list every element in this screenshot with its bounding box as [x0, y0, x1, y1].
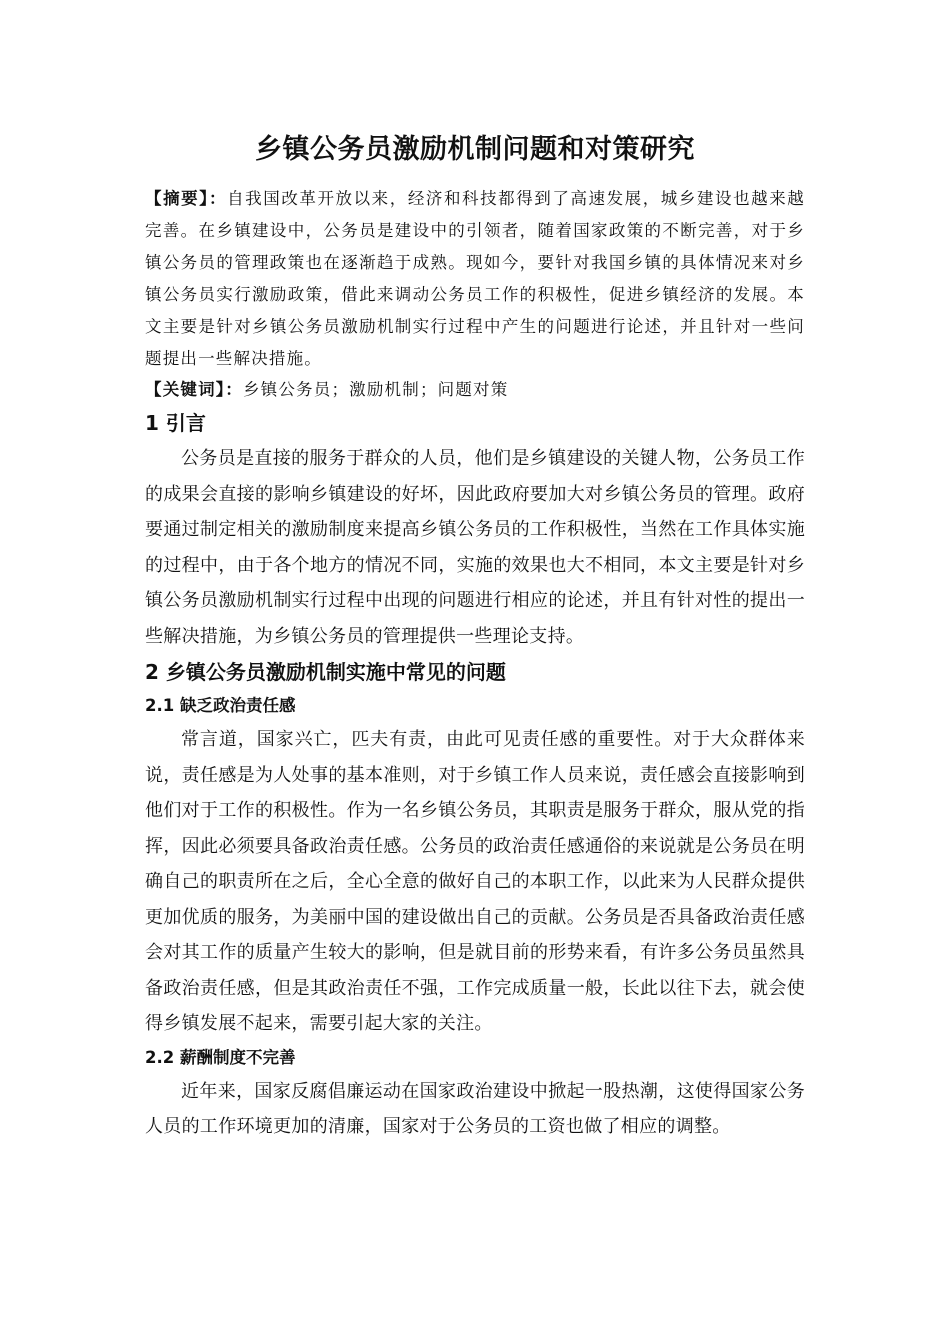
- keywords: [145, 375, 805, 405]
- abstract: [145, 183, 805, 375]
- abstract-label: 【摘要】：: [145, 189, 228, 208]
- section-2-heading: 2 乡镇公务员激励机制实施中常见的问题: [145, 660, 506, 684]
- keywords-label: 【关键词】：: [145, 380, 243, 399]
- document-page: [145, 125, 805, 1145]
- document-title: 乡镇公务员激励机制问题和对策研究: [255, 134, 695, 165]
- section-1-paragraph: 公务员是直接的服务于群众的人员，他们是乡镇建设的关键人物，公务员工作的成果会直接的影响乡镇建设的好坏，因此政府要加大对乡镇公务员的管理。政府要通过制定相关的激励制度来提高乡镇公务员的工作积极性，当然在工作具体实施的过程中，由于各个地方的情况不同，实施的效果也大不相同，本文主要是针对乡镇公务员激励机制实行过程中出现的问题进行相应的论述，并且有针对性的提出一些解决措施，为乡镇公务员的管理提供一些理论支持。: [145, 448, 805, 647]
- abstract-text: 自我国改革开放以来，经济和科技都得到了高速发展，城乡建设也越来越完善。在乡镇建设中，公务员是建设中的引领者，随着国家政策的不断完善，对于乡镇公务员的管理政策也在逐渐趋于成熟。现如今，要针对我国乡镇的具体情况来对乡镇公务员实行激励政策，借此来调动公务员工作的积极性，促进乡镇经济的发展。本文主要是针对乡镇公务员激励机制实行过程中产生的问题进行论述，并且针对一些问题提出一些解决措施。: [145, 189, 805, 368]
- section-1-heading: 1 引言: [145, 411, 206, 435]
- keywords-text: 乡镇公务员；激励机制；问题对策: [242, 380, 509, 399]
- section-2-1-heading: 2.1 缺乏政治责任感: [145, 696, 296, 715]
- section-2-2-heading: 2.2 薪酬制度不完善: [145, 1047, 296, 1067]
- section-2-1-paragraph: 常言道，国家兴亡，匹夫有责，由此可见责任感的重要性。对于大众群体来说，责任感是为人处事的基本准则，对于乡镇工作人员来说，责任感会直接影响到他们对于工作的积极性。作为一名乡镇公务员，其职责是服务于群众，服从党的指挥，因此必须要具备政治责任感。公务员的政治责任感通俗的来说就是公务员在明确自己的职责所在之后，全心全意的做好自己的本职工作，以此来为人民群众提供更加优质的服务，为美丽中国的建设做出自己的贡献。公务员是否具备政治责任感会对其工作的质量产生较大的影响，但是就目前的形势来看，有许多公务员虽然具备政治责任感，但是其政治责任不强，工作完成质量一般，长此以往下去，就会使得乡镇发展不起来，需要引起大家的关注。: [145, 729, 805, 1034]
- section-2-2-paragraph: 近年来，国家反腐倡廉运动在国家政治建设中掀起一股热潮，这使得国家公务人员的工作环境更加的清廉，国家对于公务员的工资也做了相应的调整。: [145, 1080, 805, 1137]
